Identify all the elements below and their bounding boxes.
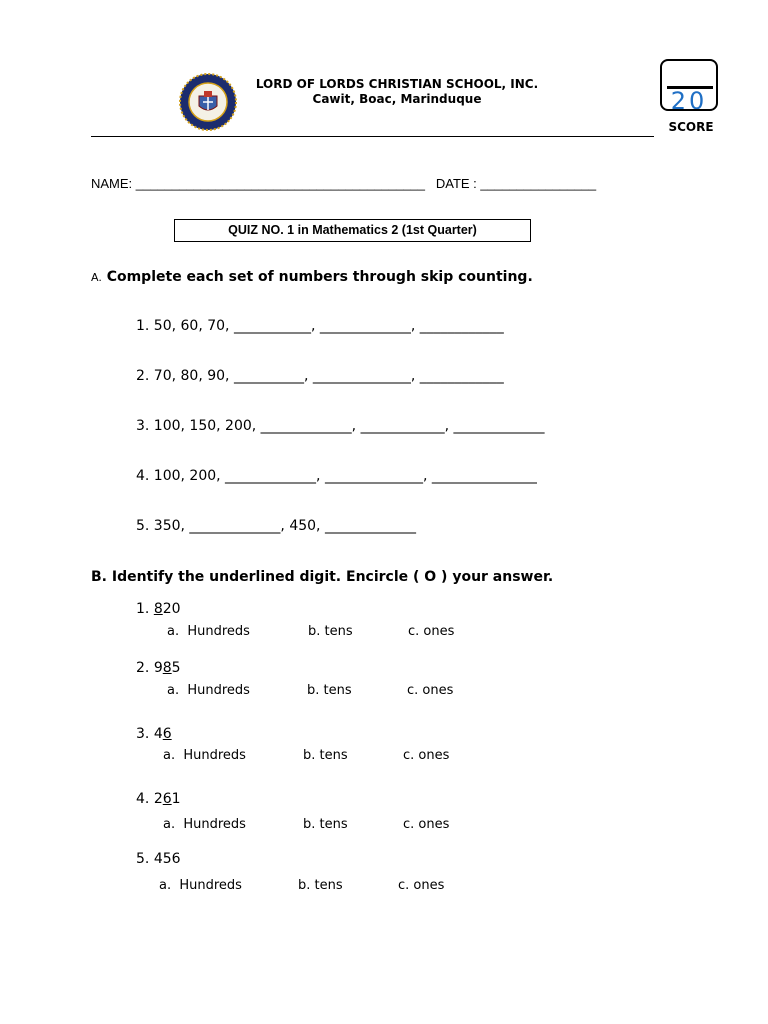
digit-question-5: 5. 456 bbox=[136, 851, 181, 867]
section-a-text: Complete each set of numbers through skip counting. bbox=[106, 269, 533, 285]
section-b-heading: B. Identify the underlined digit. Encircle ( O ) your answer. bbox=[91, 569, 554, 585]
q2-option-a[interactable]: a. Hundreds bbox=[167, 683, 250, 698]
underlined-digit: 6 bbox=[162, 726, 172, 742]
underlined-digit: 8 bbox=[162, 660, 172, 676]
q2-option-c[interactable]: c. ones bbox=[407, 683, 454, 698]
name-label: NAME: bbox=[91, 176, 133, 191]
underlined-digit: 8 bbox=[153, 601, 163, 617]
q3-option-b[interactable]: b. tens bbox=[303, 748, 348, 763]
school-name: LORD OF LORDS CHRISTIAN SCHOOL, INC. bbox=[255, 77, 539, 91]
score-box bbox=[660, 59, 718, 111]
q5-option-c[interactable]: c. ones bbox=[398, 878, 445, 893]
date-field[interactable]: ________________ bbox=[480, 176, 597, 191]
q4-option-b[interactable]: b. tens bbox=[303, 817, 348, 832]
name-field[interactable]: ________________________________________ bbox=[135, 176, 425, 191]
score-label: SCORE bbox=[668, 120, 714, 134]
section-a-letter: A. bbox=[91, 271, 102, 284]
quiz-title: QUIZ NO. 1 in Mathematics 2 (1st Quarter) bbox=[174, 219, 531, 242]
q2-option-b[interactable]: b. tens bbox=[307, 683, 352, 698]
digit-question-1: 1. 820 bbox=[136, 601, 181, 617]
school-address: Cawit, Boac, Marinduque bbox=[312, 92, 482, 106]
date-label: DATE : bbox=[435, 176, 477, 191]
skip-count-item-4[interactable]: 4. 100, 200, _____________, ______________, _______________ bbox=[136, 468, 537, 484]
q3-option-a[interactable]: a. Hundreds bbox=[163, 748, 246, 763]
q5-option-b[interactable]: b. tens bbox=[298, 878, 343, 893]
digit-question-2: 2. 985 bbox=[136, 660, 181, 676]
skip-count-item-2[interactable]: 2. 70, 80, 90, __________, ______________, ____________ bbox=[136, 368, 504, 384]
school-seal-logo bbox=[178, 72, 238, 132]
q1-option-c[interactable]: c. ones bbox=[408, 624, 455, 639]
score-total: 20 bbox=[670, 87, 708, 111]
skip-count-item-3[interactable]: 3. 100, 150, 200, _____________, ____________, _____________ bbox=[136, 418, 545, 434]
q4-option-a[interactable]: a. Hundreds bbox=[163, 817, 246, 832]
underlined-digit: 6 bbox=[162, 791, 172, 807]
skip-count-item-5[interactable]: 5. 350, _____________, 450, _____________ bbox=[136, 518, 416, 534]
q4-option-c[interactable]: c. ones bbox=[403, 817, 450, 832]
skip-count-item-1[interactable]: 1. 50, 60, 70, ___________, _____________, ____________ bbox=[136, 318, 504, 334]
section-a-heading bbox=[91, 269, 533, 285]
q5-option-a[interactable]: a. Hundreds bbox=[159, 878, 242, 893]
name-date-row bbox=[91, 176, 596, 191]
q3-option-c[interactable]: c. ones bbox=[403, 748, 450, 763]
header-divider bbox=[91, 136, 654, 137]
digit-question-4: 4. 261 bbox=[136, 791, 181, 807]
q1-option-b[interactable]: b. tens bbox=[308, 624, 353, 639]
q1-option-a[interactable]: a. Hundreds bbox=[167, 624, 250, 639]
digit-question-3: 3. 46 bbox=[136, 726, 172, 742]
